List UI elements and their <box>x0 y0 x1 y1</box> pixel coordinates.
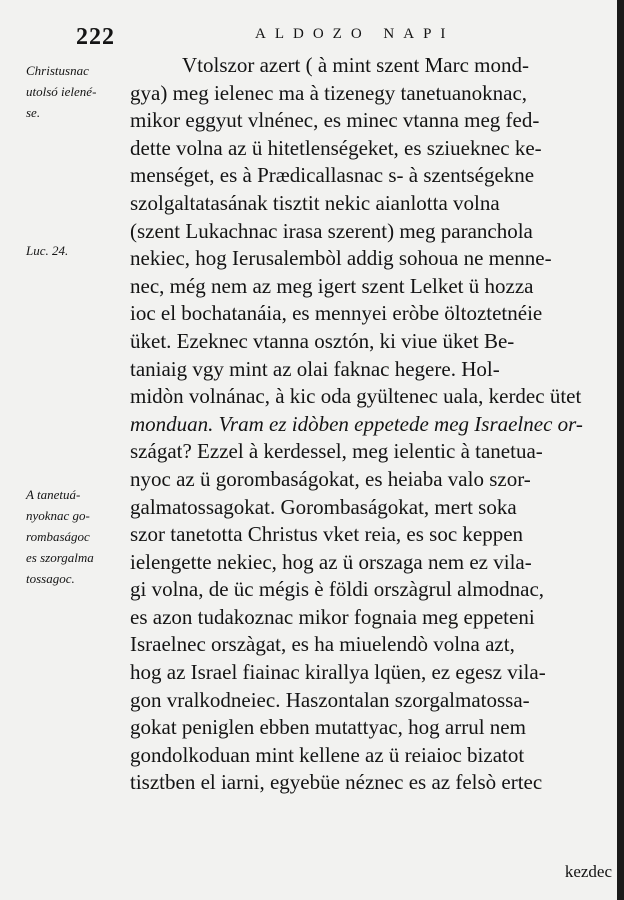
body-line: es azon tudakoznac mikor fognaia meg eppeteni <box>130 604 535 629</box>
body-line: ielengette nekiec, hog az ü orszaga nem ez vila- <box>130 549 532 574</box>
body-line: szor tanetotta Christus vket reia, es soc keppen <box>130 522 524 547</box>
page-edge-shadow <box>617 0 624 900</box>
body-line: gi volna, de üc mégis è földi orszàgrul almodnac, <box>130 577 545 602</box>
body-line: gondolkoduan mint kellene az ü reiaioc bizatot <box>130 742 525 767</box>
body-line: Israelnec orszàgat, es ha miuelendò volna azt, <box>130 632 515 657</box>
body-line: nyoc az ü gorombaságokat, es heiaba valo szor- <box>130 466 531 491</box>
body-line: gon vralkodneiec. Haszontalan szorgalmatossa- <box>130 687 530 712</box>
body-line: dette volna az ü hitetlenségeket, es sziueknec ke- <box>130 135 542 160</box>
catchword: kezdec <box>564 862 612 881</box>
margin-note-christ: Christusnac utolsó ielené- se. <box>26 63 97 120</box>
body-line: nekiec, hog Ierusalembòl addig sohoua ne menne- <box>130 246 552 271</box>
body-line: gya) meg ielenec ma à tizenegy tanetuanoknac, <box>130 80 528 105</box>
body-line: hog az Israel fiainac kirallya lqüen, ez egesz vila- <box>130 660 546 685</box>
body-line: tisztben el iarni, egyebüe néznec es az felsò ertec <box>130 770 543 795</box>
margin-note-disciples: A tanetuá- nyoknac go- rombaságoc es szorgalma tossagoc. <box>26 487 94 586</box>
body-line: szágat? Ezzel à kerdessel, meg ielentic à tanetua- <box>130 439 543 464</box>
margin-note-luke: Luc. 24. <box>26 243 69 258</box>
body-line: midòn volnánac, à kic oda gyültenec uala, kerdec ütet <box>130 384 582 409</box>
body-text <box>130 52 616 797</box>
body-line: ioc el bochatanáia, es mennyei eròbe öltoztetnéie <box>130 301 543 326</box>
body-line: menséget, es à Prædicallasnac s- à szentségekne <box>130 163 535 188</box>
body-line: Vtolszor azert ( à mint szent Marc mond- <box>182 53 529 77</box>
body-line: nec, még nem az meg igert szent Lelket ü hozza <box>130 273 534 298</box>
running-head: ALDOZO NAPI <box>255 26 455 42</box>
body-line: taniaig vgy mint az olai faknac hegere. Hol- <box>130 356 500 381</box>
body-line: szolgaltatasának tisztit nekic aianlotta volna <box>130 190 500 215</box>
body-line: mikor eggyut vlnénec, es minec vtanna meg fed- <box>130 108 540 133</box>
body-line: üket. Ezeknec vtanna osztón, ki viue üket Be- <box>130 328 515 353</box>
body-line: galmatossagokat. Gorombaságokat, mert soka <box>130 494 517 519</box>
body-line: gokat peniglen ebben mutattyac, hog arrul nem <box>130 715 526 740</box>
body-line: (szent Lukachnac irasa szerent) meg paranchola <box>130 218 533 243</box>
page-number: 222 <box>76 24 115 50</box>
body-line-quote: monduan. Vram ez idòben eppetede meg Israelnec or- <box>130 411 583 436</box>
